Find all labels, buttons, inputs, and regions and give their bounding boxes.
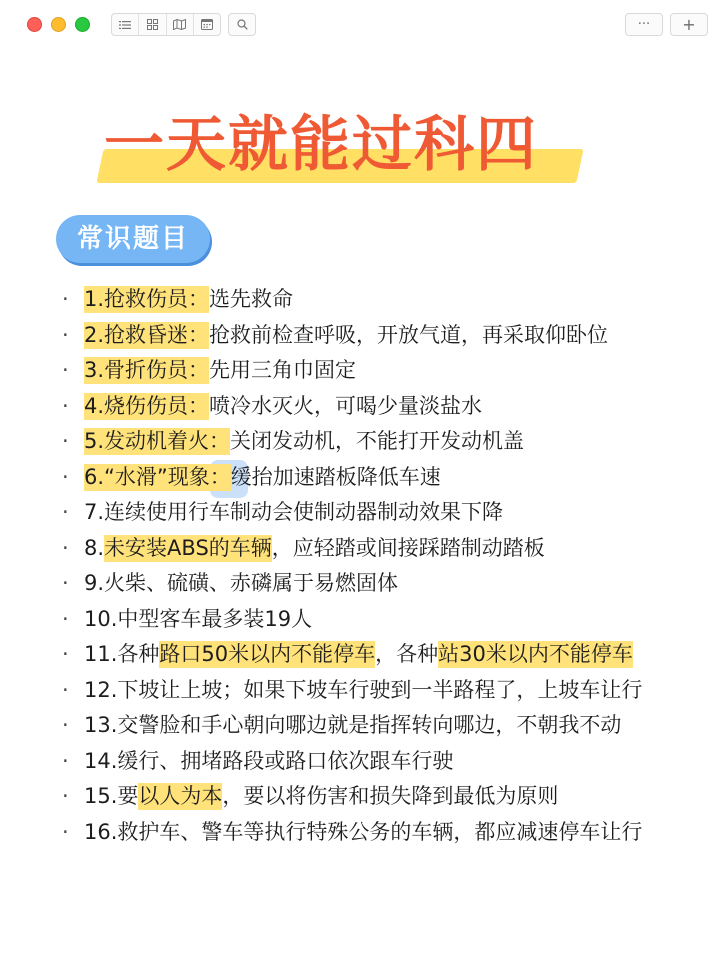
highlighted-text: 以人为本 xyxy=(138,784,223,808)
bullet-icon: · xyxy=(62,535,69,560)
highlighted-text: 3.骨折伤员： xyxy=(84,358,210,382)
page-title: 一天就能过科四 xyxy=(104,110,538,180)
map-icon xyxy=(173,19,186,30)
zoom-window-button[interactable] xyxy=(75,17,90,32)
highlighted-text: 6.“水滑”现象： xyxy=(84,464,231,489)
list-item-text: 9.火柴、硫磺、赤磷属于易燃固体 xyxy=(84,571,399,595)
search-button[interactable] xyxy=(228,13,256,36)
add-button[interactable]: + xyxy=(670,13,708,36)
list-item xyxy=(62,318,712,354)
highlighted-text: 1.抢救伤员： xyxy=(84,287,210,311)
list-item xyxy=(62,744,712,780)
section-badge-label: 常识题目 xyxy=(76,224,189,254)
close-window-button[interactable] xyxy=(27,17,42,32)
list-item-text: 选先救命 xyxy=(209,287,294,311)
search-icon xyxy=(237,19,248,30)
list-item-text: 14.缓行、拥堵路段或路口依次跟车行驶 xyxy=(84,748,454,773)
list-item xyxy=(62,353,712,389)
list-item-text: 8. xyxy=(84,535,105,560)
list-item xyxy=(62,566,712,602)
bullet-icon: · xyxy=(62,784,69,808)
highlighted-text: 未安装ABS的车辆 xyxy=(104,535,272,560)
list-item xyxy=(62,602,712,638)
bullet-icon: · xyxy=(62,713,69,737)
minimize-window-button[interactable] xyxy=(51,17,66,32)
map-view-button[interactable] xyxy=(167,14,194,35)
list-item-text: 先用三角巾固定 xyxy=(209,358,357,382)
window-toolbar xyxy=(0,0,720,48)
grid-view-icon xyxy=(147,19,158,30)
calendar-view-button[interactable] xyxy=(194,14,220,35)
bullet-icon: · xyxy=(62,500,69,524)
section-badge xyxy=(56,215,210,263)
title-block xyxy=(0,95,720,195)
list-item xyxy=(62,389,712,425)
list-item xyxy=(62,673,712,709)
list-item xyxy=(62,282,712,318)
list-item xyxy=(62,424,712,460)
bullet-icon: · xyxy=(62,606,69,631)
list-item-text: 12.下坡让上坡；如果下坡车行驶到一半路程了，上坡车让行 xyxy=(84,677,643,702)
list-item xyxy=(62,708,712,744)
highlighted-text: 路口50米以内不能停车 xyxy=(159,642,376,666)
bullet-icon: · xyxy=(62,287,69,311)
highlighted-text: 4.烧伤伤员： xyxy=(84,393,210,418)
bullet-icon: · xyxy=(62,677,69,702)
list-item-text: ，应轻踏或间接踩踏制动踏板 xyxy=(271,535,545,560)
list-item-text: ，各种 xyxy=(375,642,439,666)
list-item xyxy=(62,637,712,673)
list-view-icon xyxy=(119,20,131,30)
list-item-text: 关闭发动机，不能打开发动机盖 xyxy=(230,429,525,453)
more-options-button[interactable]: ··· xyxy=(625,13,663,36)
bullet-icon: · xyxy=(62,358,69,382)
calendar-icon xyxy=(201,19,213,30)
bullet-icon: · xyxy=(62,322,69,347)
list-item-text: 16.救护车、警车等执行特殊公务的车辆，都应减速停车让行 xyxy=(84,819,643,844)
bullet-icon: · xyxy=(62,393,69,418)
list-item-text: 缓抬加速踏板降低车速 xyxy=(230,464,441,489)
highlighted-text: 2.抢救昏迷： xyxy=(84,322,210,347)
list-item xyxy=(62,531,712,567)
list-item-text: 喷冷水灭火，可喝少量淡盐水 xyxy=(209,393,483,418)
bullet-icon: · xyxy=(62,464,69,489)
list-item xyxy=(62,495,712,531)
list-item-text: 10.中型客车最多装19人 xyxy=(84,606,313,631)
list-item-text: 13.交警脸和手心朝向哪边就是指挥转向哪边，不朝我不动 xyxy=(84,713,622,737)
bullet-icon: · xyxy=(62,571,69,595)
list-item-text: 15.要 xyxy=(84,784,139,808)
list-item-text: 11.各种 xyxy=(84,642,160,666)
list-view-button[interactable] xyxy=(112,14,139,35)
bullet-icon: · xyxy=(62,819,69,844)
list-item-text: 7.连续使用行车制动会使制动器制动效果下降 xyxy=(84,500,504,524)
highlighted-text: 5.发动机着火： xyxy=(84,429,231,453)
list-item-text: ，要以将伤害和损失降到最低为原则 xyxy=(222,784,559,808)
list-item xyxy=(62,779,712,815)
bullet-icon: · xyxy=(62,429,69,453)
view-switcher xyxy=(111,13,221,36)
tips-list xyxy=(62,282,712,850)
highlighted-text: 站30米以内不能停车 xyxy=(438,642,633,666)
bullet-icon: · xyxy=(62,642,69,666)
grid-view-button[interactable] xyxy=(139,14,166,35)
list-item xyxy=(62,460,712,496)
bullet-icon: · xyxy=(62,748,69,773)
list-item xyxy=(62,815,712,851)
list-item-text: 抢救前检查呼吸，开放气道，再采取仰卧位 xyxy=(209,322,609,347)
